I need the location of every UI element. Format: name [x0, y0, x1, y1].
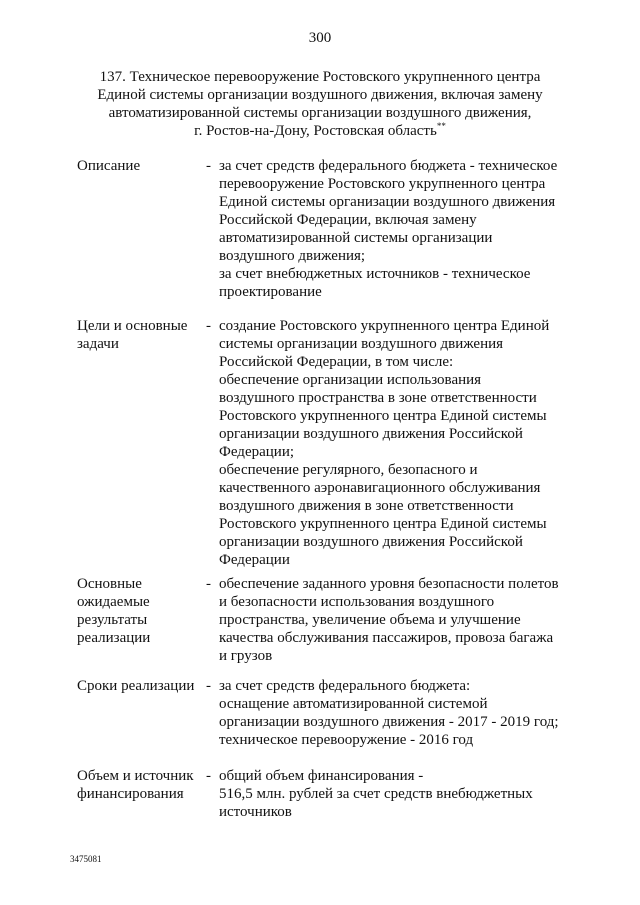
- label-line: Сроки реализации: [77, 678, 195, 694]
- content-line: воздушного пространства в зоне ответственности: [219, 390, 537, 406]
- section-content: [219, 157, 564, 301]
- label-line: задачи: [77, 336, 119, 352]
- label-line: Основные: [77, 576, 142, 592]
- heading-line-last: [70, 122, 570, 140]
- page-number: 300: [308, 30, 332, 46]
- section-dash: -: [206, 576, 211, 592]
- section-label: [77, 767, 202, 803]
- section-content: [219, 317, 564, 569]
- section-dash: -: [206, 318, 211, 334]
- content-line: общий объем финансирования -: [219, 768, 424, 784]
- content-line: Ростовского укрупненного центра Единой системы: [219, 408, 547, 424]
- content-line: системы организации воздушного движения: [219, 336, 504, 352]
- content-line: за счет внебюджетных источников - техническое: [219, 266, 531, 282]
- label-line: Цели и основные: [77, 318, 188, 334]
- section-label: [77, 157, 202, 175]
- content-line: перевооружение Ростовского укрупненного центра: [219, 176, 546, 192]
- content-line: организации воздушного движения Российской: [219, 426, 523, 442]
- content-line: Федерации;: [219, 444, 295, 460]
- content-line: воздушного движения;: [219, 248, 366, 264]
- content-line: пространства, увеличение объема и улучшение: [219, 612, 521, 628]
- content-line: обеспечение регулярного, безопасного и: [219, 462, 478, 478]
- content-line: Ростовского укрупненного центра Единой системы: [219, 516, 547, 532]
- content-line: автоматизированной системы организации: [219, 230, 493, 246]
- content-line: качества обслуживания пассажиров, провоза багажа: [219, 630, 554, 646]
- content-line: оснащение автоматизированной системой: [219, 696, 488, 712]
- footer-code: 3475081: [70, 854, 102, 864]
- heading-line: Единой системы организации воздушного движения, включая замену: [97, 87, 543, 103]
- content-line: техническое перевооружение - 2016 год: [219, 732, 474, 748]
- content-line: за счет средств федерального бюджета:: [219, 678, 471, 694]
- content-line: источников: [219, 804, 292, 820]
- section-dash: -: [206, 158, 211, 174]
- content-line: Российской Федерации, в том числе:: [219, 354, 454, 370]
- section-content: [219, 767, 564, 821]
- section-label: [77, 317, 202, 353]
- content-line: организации воздушного движения - 2017 - 2019 год;: [219, 714, 559, 730]
- content-line: Единой системы организации воздушного движения: [219, 194, 556, 210]
- content-line: Российской Федерации, включая замену: [219, 212, 477, 228]
- section-dash: -: [206, 678, 211, 694]
- heading-line: автоматизированной системы организации воздушного движения,: [108, 105, 532, 121]
- section-content: [219, 575, 564, 665]
- section-label: [77, 575, 202, 647]
- heading-location: г. Ростов-на-Дону, Ростовская область: [194, 123, 437, 139]
- section-label: [77, 677, 202, 695]
- content-line: воздушного движения в зоне ответственности: [219, 498, 514, 514]
- project-heading: [70, 68, 570, 140]
- content-line: обеспечение заданного уровня безопасности полетов: [219, 576, 559, 592]
- content-line: за счет средств федерального бюджета - техническое: [219, 158, 558, 174]
- label-line: Описание: [77, 158, 141, 174]
- label-line: ожидаемые: [77, 594, 150, 610]
- label-line: реализации: [77, 630, 151, 646]
- content-line: Федерации: [219, 552, 290, 568]
- content-line: и безопасности использования воздушного: [219, 594, 495, 610]
- content-line: и грузов: [219, 648, 273, 664]
- label-line: финансирования: [77, 786, 184, 802]
- content-line: качественного аэронавигационного обслуживания: [219, 480, 541, 496]
- label-line: Объем и источник: [77, 768, 194, 784]
- section-dash: -: [206, 768, 211, 784]
- content-line: обеспечение организации использования: [219, 372, 482, 388]
- heading-line: 137. Техническое перевооружение Ростовского укрупненного центра: [99, 69, 541, 85]
- label-line: результаты: [77, 612, 148, 628]
- content-line: создание Ростовского укрупненного центра Единой: [219, 318, 550, 334]
- content-line: 516,5 млн. рублей за счет средств внебюджетных: [219, 786, 533, 802]
- content-line: проектирование: [219, 284, 322, 300]
- section-content: [219, 677, 564, 749]
- footnote-mark: **: [436, 121, 446, 131]
- content-line: организации воздушного движения Российской: [219, 534, 523, 550]
